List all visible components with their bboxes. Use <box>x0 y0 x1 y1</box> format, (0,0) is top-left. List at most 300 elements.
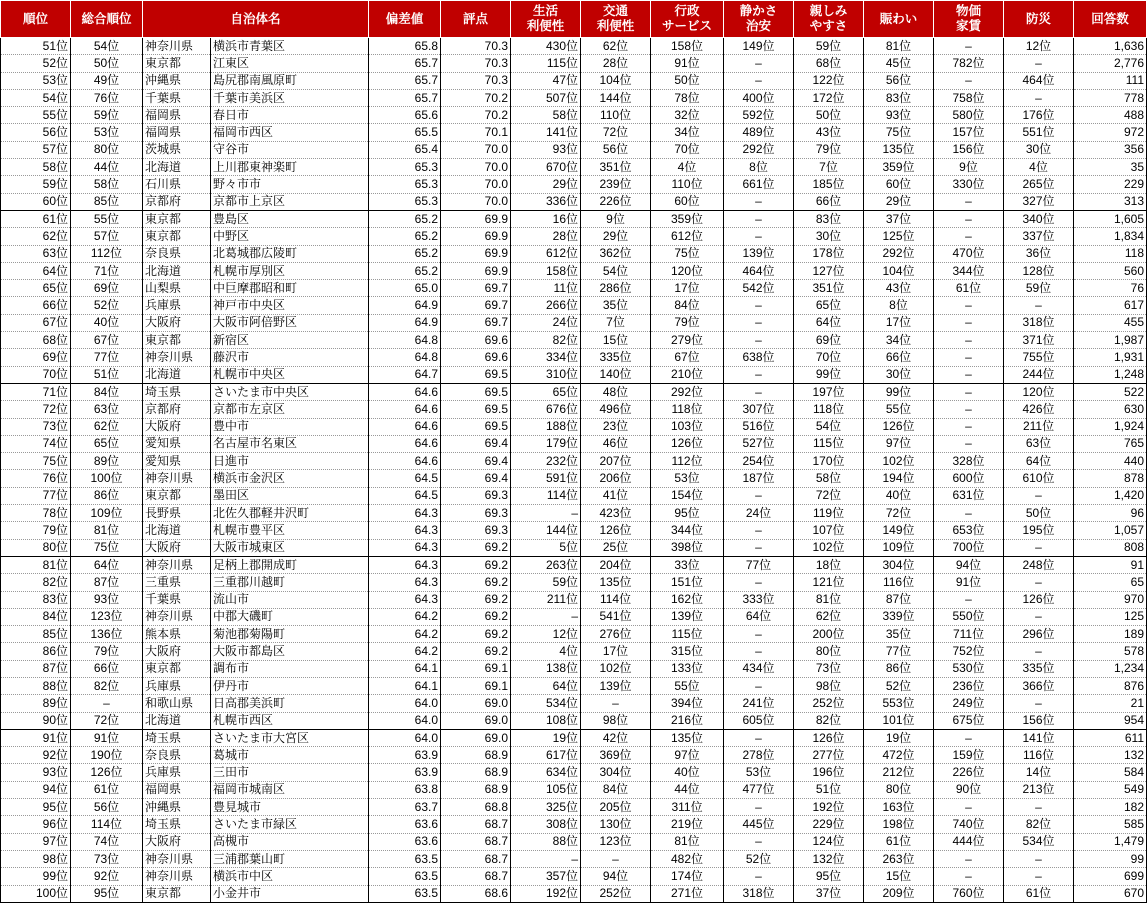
cell-responses: 21 <box>1074 695 1147 712</box>
table-row <box>1 764 1147 781</box>
cell-rank: 65位 <box>1 280 71 297</box>
cell-deviation: 64.2 <box>369 626 441 643</box>
cell-liveliness: 99位 <box>864 383 934 400</box>
cell-responses: 765 <box>1074 435 1147 452</box>
cell-disaster-prevention: 213位 <box>1004 781 1074 798</box>
cell-disaster-prevention: 296位 <box>1004 626 1074 643</box>
cell-prefecture: 京都府 <box>143 193 211 210</box>
cell-admin-services: 162位 <box>651 591 724 608</box>
cell-deviation: 65.3 <box>369 193 441 210</box>
cell-friendliness: 252位 <box>794 695 864 712</box>
cell-score: 69.2 <box>441 643 511 660</box>
cell-responses: 313 <box>1074 193 1147 210</box>
cell-admin-services: 133位 <box>651 660 724 677</box>
cell-prices-rent: – <box>934 38 1004 55</box>
cell-liveliness: 56位 <box>864 72 934 89</box>
cell-living-convenience: 263位 <box>511 556 581 573</box>
cell-prices-rent: 236位 <box>934 677 1004 694</box>
cell-municipality: 横浜市青葉区 <box>211 38 369 55</box>
cell-living-convenience: 232位 <box>511 453 581 470</box>
cell-friendliness: 18位 <box>794 556 864 573</box>
cell-liveliness: 472位 <box>864 747 934 764</box>
cell-quiet-safety: – <box>724 574 794 591</box>
cell-deviation: 65.2 <box>369 210 441 227</box>
cell-score: 68.9 <box>441 764 511 781</box>
cell-quiet-safety: – <box>724 487 794 504</box>
cell-score: 69.4 <box>441 435 511 452</box>
cell-quiet-safety: 241位 <box>724 695 794 712</box>
cell-prices-rent: 91位 <box>934 574 1004 591</box>
cell-friendliness: 68位 <box>794 55 864 72</box>
cell-quiet-safety: 333位 <box>724 591 794 608</box>
cell-score: 69.0 <box>441 729 511 746</box>
cell-overall-rank: 73位 <box>71 850 143 867</box>
cell-living-convenience: 12位 <box>511 626 581 643</box>
cell-friendliness: 196位 <box>794 764 864 781</box>
cell-living-convenience: 5位 <box>511 539 581 556</box>
cell-deviation: 64.2 <box>369 608 441 625</box>
cell-responses: 65 <box>1074 574 1147 591</box>
cell-prices-rent: – <box>934 228 1004 245</box>
cell-score: 68.7 <box>441 868 511 885</box>
cell-deviation: 64.8 <box>369 349 441 366</box>
cell-deviation: 64.0 <box>369 695 441 712</box>
cell-deviation: 65.7 <box>369 72 441 89</box>
cell-quiet-safety: – <box>724 677 794 694</box>
cell-prices-rent: 226位 <box>934 764 1004 781</box>
cell-prefecture: 奈良県 <box>143 747 211 764</box>
cell-deviation: 64.3 <box>369 591 441 608</box>
cell-transport-convenience: 139位 <box>581 677 651 694</box>
cell-friendliness: 122位 <box>794 72 864 89</box>
cell-score: 69.9 <box>441 228 511 245</box>
cell-municipality: 三重郡川越町 <box>211 574 369 591</box>
cell-score: 68.9 <box>441 781 511 798</box>
cell-rank: 99位 <box>1 868 71 885</box>
cell-liveliness: 339位 <box>864 608 934 625</box>
cell-transport-convenience: 130位 <box>581 816 651 833</box>
cell-quiet-safety: 254位 <box>724 453 794 470</box>
cell-prefecture: 兵庫県 <box>143 764 211 781</box>
table-row <box>1 141 1147 158</box>
cell-score: 68.9 <box>441 747 511 764</box>
cell-disaster-prevention: 61位 <box>1004 885 1074 902</box>
cell-overall-rank: 136位 <box>71 626 143 643</box>
cell-overall-rank: 123位 <box>71 608 143 625</box>
cell-prices-rent: 90位 <box>934 781 1004 798</box>
cell-disaster-prevention: 610位 <box>1004 470 1074 487</box>
cell-quiet-safety: – <box>724 228 794 245</box>
cell-admin-services: 219位 <box>651 816 724 833</box>
cell-admin-services: 97位 <box>651 747 724 764</box>
cell-transport-convenience: 252位 <box>581 885 651 902</box>
table-row <box>1 159 1147 176</box>
cell-transport-convenience: 72位 <box>581 124 651 141</box>
cell-score: 69.4 <box>441 470 511 487</box>
cell-admin-services: 115位 <box>651 626 724 643</box>
cell-disaster-prevention: 551位 <box>1004 124 1074 141</box>
cell-admin-services: 394位 <box>651 695 724 712</box>
cell-disaster-prevention: – <box>1004 643 1074 660</box>
cell-score: 69.2 <box>441 574 511 591</box>
cell-prefecture: 北海道 <box>143 366 211 383</box>
cell-deviation: 63.7 <box>369 799 441 816</box>
cell-quiet-safety: 52位 <box>724 850 794 867</box>
cell-friendliness: 127位 <box>794 262 864 279</box>
cell-liveliness: 15位 <box>864 868 934 885</box>
cell-deviation: 64.6 <box>369 418 441 435</box>
cell-transport-convenience: 28位 <box>581 55 651 72</box>
cell-friendliness: 65位 <box>794 297 864 314</box>
cell-prefecture: 千葉県 <box>143 591 211 608</box>
cell-responses: 617 <box>1074 297 1147 314</box>
cell-prices-rent: 470位 <box>934 245 1004 262</box>
cell-living-convenience: 93位 <box>511 141 581 158</box>
cell-friendliness: 126位 <box>794 729 864 746</box>
cell-overall-rank: 112位 <box>71 245 143 262</box>
cell-disaster-prevention: 366位 <box>1004 677 1074 694</box>
cell-transport-convenience: 204位 <box>581 556 651 573</box>
cell-municipality: 藤沢市 <box>211 349 369 366</box>
cell-overall-rank: 65位 <box>71 435 143 452</box>
cell-rank: 78位 <box>1 505 71 522</box>
cell-friendliness: 115位 <box>794 435 864 452</box>
cell-admin-services: 154位 <box>651 487 724 504</box>
table-body <box>1 38 1147 903</box>
cell-friendliness: 124位 <box>794 833 864 850</box>
cell-score: 70.0 <box>441 159 511 176</box>
table-row <box>1 176 1147 193</box>
cell-overall-rank: 55位 <box>71 210 143 227</box>
cell-responses: 876 <box>1074 677 1147 694</box>
cell-responses: 1,234 <box>1074 660 1147 677</box>
cell-transport-convenience: 62位 <box>581 38 651 55</box>
cell-disaster-prevention: 335位 <box>1004 660 1074 677</box>
cell-deviation: 65.0 <box>369 280 441 297</box>
cell-liveliness: 83位 <box>864 89 934 106</box>
cell-quiet-safety: 8位 <box>724 159 794 176</box>
cell-disaster-prevention: 141位 <box>1004 729 1074 746</box>
cell-friendliness: 121位 <box>794 574 864 591</box>
cell-prices-rent: – <box>934 850 1004 867</box>
cell-prices-rent: – <box>934 401 1004 418</box>
cell-quiet-safety: 278位 <box>724 747 794 764</box>
table-row <box>1 297 1147 314</box>
table-row <box>1 885 1147 902</box>
cell-friendliness: 118位 <box>794 401 864 418</box>
cell-transport-convenience: 423位 <box>581 505 651 522</box>
cell-liveliness: 40位 <box>864 487 934 504</box>
cell-municipality: 北葛城郡広陵町 <box>211 245 369 262</box>
cell-prices-rent: 330位 <box>934 176 1004 193</box>
cell-score: 69.6 <box>441 332 511 349</box>
cell-disaster-prevention: 211位 <box>1004 418 1074 435</box>
table-row <box>1 799 1147 816</box>
cell-friendliness: 200位 <box>794 626 864 643</box>
cell-liveliness: 60位 <box>864 176 934 193</box>
table-row <box>1 210 1147 227</box>
cell-living-convenience: 507位 <box>511 89 581 106</box>
cell-prefecture: 埼玉県 <box>143 729 211 746</box>
cell-friendliness: 51位 <box>794 781 864 798</box>
cell-overall-rank: 44位 <box>71 159 143 176</box>
cell-liveliness: 125位 <box>864 228 934 245</box>
cell-prices-rent: – <box>934 349 1004 366</box>
cell-living-convenience: 310位 <box>511 366 581 383</box>
cell-living-convenience: 534位 <box>511 695 581 712</box>
cell-transport-convenience: 351位 <box>581 159 651 176</box>
cell-friendliness: 7位 <box>794 159 864 176</box>
cell-municipality: 上川郡東神楽町 <box>211 159 369 176</box>
cell-rank: 87位 <box>1 660 71 677</box>
cell-admin-services: 34位 <box>651 124 724 141</box>
cell-score: 69.1 <box>441 677 511 694</box>
table-row <box>1 608 1147 625</box>
table-row <box>1 124 1147 141</box>
cell-rank: 88位 <box>1 677 71 694</box>
cell-living-convenience: 334位 <box>511 349 581 366</box>
cell-transport-convenience: 123位 <box>581 833 651 850</box>
cell-responses: 91 <box>1074 556 1147 573</box>
cell-responses: 954 <box>1074 712 1147 729</box>
cell-admin-services: 84位 <box>651 297 724 314</box>
table-row <box>1 487 1147 504</box>
cell-liveliness: 198位 <box>864 816 934 833</box>
cell-friendliness: 70位 <box>794 349 864 366</box>
header-municipality: 自治体名 <box>143 1 369 38</box>
cell-deviation: 64.8 <box>369 332 441 349</box>
cell-admin-services: 33位 <box>651 556 724 573</box>
cell-prices-rent: – <box>934 366 1004 383</box>
cell-responses: 1,479 <box>1074 833 1147 850</box>
cell-prefecture: 神奈川県 <box>143 556 211 573</box>
cell-admin-services: 91位 <box>651 55 724 72</box>
cell-rank: 90位 <box>1 712 71 729</box>
cell-responses: 35 <box>1074 159 1147 176</box>
table-row <box>1 366 1147 383</box>
cell-quiet-safety: 64位 <box>724 608 794 625</box>
table-row <box>1 38 1147 55</box>
cell-prices-rent: 740位 <box>934 816 1004 833</box>
cell-municipality: 春日市 <box>211 107 369 124</box>
cell-disaster-prevention: – <box>1004 868 1074 885</box>
cell-friendliness: 80位 <box>794 643 864 660</box>
header-prices-rent: 物価 家賃 <box>934 1 1004 38</box>
cell-municipality: 菊池郡菊陽町 <box>211 626 369 643</box>
cell-friendliness: 277位 <box>794 747 864 764</box>
cell-living-convenience: 138位 <box>511 660 581 677</box>
table-row <box>1 349 1147 366</box>
cell-admin-services: 60位 <box>651 193 724 210</box>
cell-prefecture: 北海道 <box>143 159 211 176</box>
cell-prefecture: 京都府 <box>143 401 211 418</box>
cell-overall-rank: 95位 <box>71 885 143 902</box>
cell-prefecture: 埼玉県 <box>143 383 211 400</box>
cell-deviation: 64.3 <box>369 574 441 591</box>
cell-responses: 99 <box>1074 850 1147 867</box>
cell-prefecture: 大阪府 <box>143 643 211 660</box>
cell-disaster-prevention: 82位 <box>1004 816 1074 833</box>
cell-prefecture: 愛知県 <box>143 435 211 452</box>
cell-living-convenience: 105位 <box>511 781 581 798</box>
cell-overall-rank: 87位 <box>71 574 143 591</box>
cell-liveliness: 116位 <box>864 574 934 591</box>
cell-transport-convenience: 46位 <box>581 435 651 452</box>
cell-living-convenience: 16位 <box>511 210 581 227</box>
cell-liveliness: 19位 <box>864 729 934 746</box>
cell-quiet-safety: 489位 <box>724 124 794 141</box>
cell-living-convenience: – <box>511 505 581 522</box>
cell-disaster-prevention: 64位 <box>1004 453 1074 470</box>
cell-transport-convenience: 286位 <box>581 280 651 297</box>
cell-prefecture: 茨城県 <box>143 141 211 158</box>
cell-admin-services: 279位 <box>651 332 724 349</box>
cell-prices-rent: 600位 <box>934 470 1004 487</box>
cell-admin-services: 40位 <box>651 764 724 781</box>
cell-score: 69.7 <box>441 280 511 297</box>
cell-liveliness: 101位 <box>864 712 934 729</box>
cell-score: 70.0 <box>441 141 511 158</box>
cell-disaster-prevention: 371位 <box>1004 332 1074 349</box>
cell-deviation: 64.0 <box>369 729 441 746</box>
cell-score: 69.2 <box>441 626 511 643</box>
cell-municipality: 札幌市西区 <box>211 712 369 729</box>
cell-responses: 1,987 <box>1074 332 1147 349</box>
cell-quiet-safety: – <box>724 55 794 72</box>
cell-transport-convenience: 335位 <box>581 349 651 366</box>
header-quiet-safety: 静かさ 治安 <box>724 1 794 38</box>
cell-municipality: 三浦郡葉山町 <box>211 850 369 867</box>
cell-disaster-prevention: 120位 <box>1004 383 1074 400</box>
cell-deviation: 65.8 <box>369 38 441 55</box>
cell-transport-convenience: 541位 <box>581 608 651 625</box>
cell-municipality: 千葉市美浜区 <box>211 89 369 106</box>
cell-admin-services: 158位 <box>651 38 724 55</box>
cell-responses: 585 <box>1074 816 1147 833</box>
cell-deviation: 63.8 <box>369 781 441 798</box>
cell-prefecture: 大阪府 <box>143 418 211 435</box>
cell-rank: 72位 <box>1 401 71 418</box>
cell-living-convenience: 634位 <box>511 764 581 781</box>
table-row <box>1 228 1147 245</box>
cell-liveliness: 35位 <box>864 626 934 643</box>
cell-overall-rank: 190位 <box>71 747 143 764</box>
cell-friendliness: 62位 <box>794 608 864 625</box>
cell-transport-convenience: 239位 <box>581 176 651 193</box>
cell-municipality: 葛城市 <box>211 747 369 764</box>
cell-transport-convenience: 42位 <box>581 729 651 746</box>
cell-responses: 132 <box>1074 747 1147 764</box>
cell-prices-rent: 758位 <box>934 89 1004 106</box>
cell-rank: 76位 <box>1 470 71 487</box>
cell-admin-services: 44位 <box>651 781 724 798</box>
cell-liveliness: 55位 <box>864 401 934 418</box>
cell-deviation: 65.7 <box>369 89 441 106</box>
cell-transport-convenience: 23位 <box>581 418 651 435</box>
cell-overall-rank: 89位 <box>71 453 143 470</box>
cell-rank: 68位 <box>1 332 71 349</box>
cell-liveliness: 292位 <box>864 245 934 262</box>
cell-score: 68.7 <box>441 833 511 850</box>
cell-rank: 54位 <box>1 89 71 106</box>
cell-disaster-prevention: – <box>1004 89 1074 106</box>
cell-rank: 85位 <box>1 626 71 643</box>
cell-prefecture: 大阪府 <box>143 833 211 850</box>
cell-transport-convenience: 94位 <box>581 868 651 885</box>
table-row <box>1 107 1147 124</box>
cell-quiet-safety: – <box>724 868 794 885</box>
cell-friendliness: 102位 <box>794 539 864 556</box>
cell-transport-convenience: 29位 <box>581 228 651 245</box>
cell-living-convenience: 82位 <box>511 332 581 349</box>
cell-quiet-safety: – <box>724 539 794 556</box>
cell-liveliness: 29位 <box>864 193 934 210</box>
cell-responses: 1,931 <box>1074 349 1147 366</box>
cell-prices-rent: – <box>934 210 1004 227</box>
cell-score: 69.1 <box>441 660 511 677</box>
table-row <box>1 816 1147 833</box>
cell-liveliness: 135位 <box>864 141 934 158</box>
cell-municipality: 流山市 <box>211 591 369 608</box>
cell-prices-rent: 550位 <box>934 608 1004 625</box>
cell-deviation: 64.6 <box>369 401 441 418</box>
cell-quiet-safety: 53位 <box>724 764 794 781</box>
cell-overall-rank: 54位 <box>71 38 143 55</box>
cell-friendliness: 30位 <box>794 228 864 245</box>
cell-disaster-prevention: 30位 <box>1004 141 1074 158</box>
cell-prices-rent: 61位 <box>934 280 1004 297</box>
table-row <box>1 729 1147 746</box>
cell-liveliness: 304位 <box>864 556 934 573</box>
cell-score: 70.3 <box>441 72 511 89</box>
cell-admin-services: 95位 <box>651 505 724 522</box>
cell-rank: 70位 <box>1 366 71 383</box>
cell-disaster-prevention: 534位 <box>1004 833 1074 850</box>
cell-deviation: 64.3 <box>369 505 441 522</box>
cell-quiet-safety: 24位 <box>724 505 794 522</box>
cell-disaster-prevention: 116位 <box>1004 747 1074 764</box>
cell-overall-rank: 81位 <box>71 522 143 539</box>
cell-prices-rent: – <box>934 435 1004 452</box>
header-transport-convenience: 交通 利便性 <box>581 1 651 38</box>
cell-rank: 61位 <box>1 210 71 227</box>
cell-living-convenience: 179位 <box>511 435 581 452</box>
cell-score: 69.7 <box>441 297 511 314</box>
cell-friendliness: 58位 <box>794 470 864 487</box>
cell-municipality: 日高郡美浜町 <box>211 695 369 712</box>
table-row <box>1 453 1147 470</box>
cell-quiet-safety: – <box>724 522 794 539</box>
cell-responses: 96 <box>1074 505 1147 522</box>
cell-living-convenience: 591位 <box>511 470 581 487</box>
cell-admin-services: 139位 <box>651 608 724 625</box>
cell-disaster-prevention: 12位 <box>1004 38 1074 55</box>
cell-living-convenience: 11位 <box>511 280 581 297</box>
cell-living-convenience: 308位 <box>511 816 581 833</box>
cell-prefecture: 三重県 <box>143 574 211 591</box>
cell-admin-services: 53位 <box>651 470 724 487</box>
cell-deviation: 64.1 <box>369 660 441 677</box>
cell-overall-rank: 109位 <box>71 505 143 522</box>
cell-score: 70.3 <box>441 55 511 72</box>
cell-quiet-safety: 434位 <box>724 660 794 677</box>
cell-municipality: 横浜市中区 <box>211 868 369 885</box>
cell-liveliness: 553位 <box>864 695 934 712</box>
table-row <box>1 418 1147 435</box>
cell-quiet-safety: – <box>724 626 794 643</box>
cell-admin-services: 78位 <box>651 89 724 106</box>
cell-prefecture: 福岡県 <box>143 781 211 798</box>
